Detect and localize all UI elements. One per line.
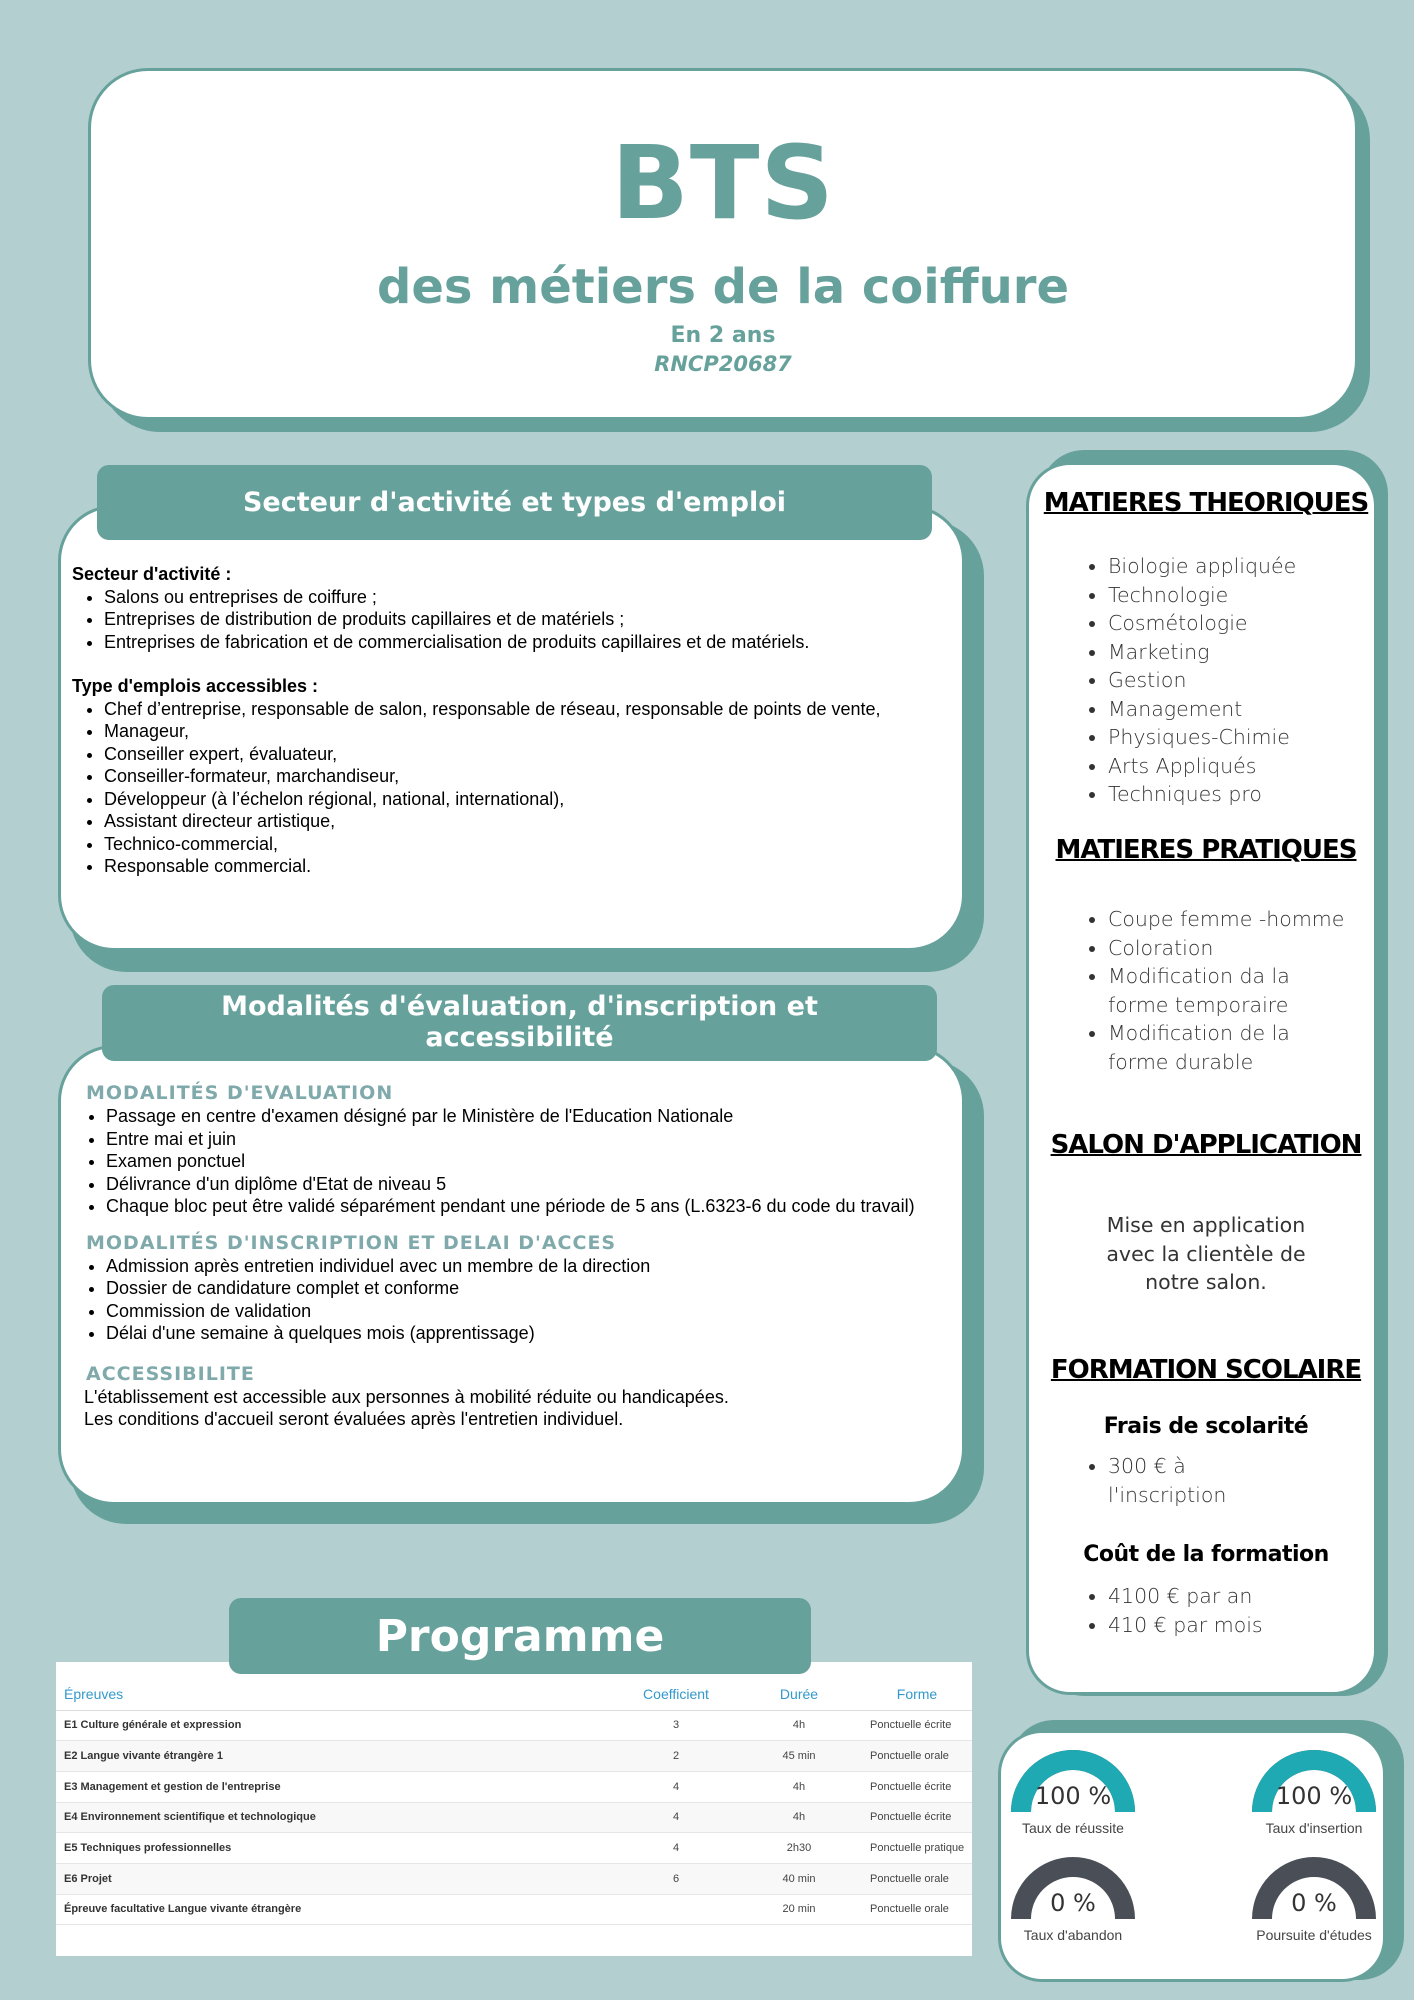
frais-list bbox=[1108, 1452, 1226, 1509]
insc-list bbox=[86, 1255, 940, 1345]
table-row bbox=[56, 1741, 972, 1772]
list-item: • Responsable commercial. bbox=[104, 855, 884, 878]
cell-duree: 45 min bbox=[736, 1741, 862, 1772]
access-heading: ACCESSIBILITE bbox=[86, 1362, 255, 1385]
col-forme: Forme bbox=[862, 1662, 972, 1710]
frais-line-2: l'inscription bbox=[1108, 1482, 1227, 1507]
list-item: • Modification de la forme durable bbox=[1108, 1019, 1308, 1076]
access-line-1: L'établissement est accessible aux personnes à mobilité réduite ou handicapées. bbox=[84, 1386, 729, 1407]
gauge-value: 0 % bbox=[1050, 1889, 1096, 1917]
cell-duree: 2h30 bbox=[736, 1833, 862, 1864]
list-item: • Salons ou entreprises de coiffure ; bbox=[104, 586, 884, 609]
list-item: • Technologie bbox=[1108, 581, 1296, 610]
salon-line-3: notre salon. bbox=[1145, 1270, 1267, 1294]
list-item: • Dossier de candidature complet et conforme bbox=[106, 1277, 940, 1300]
table-row bbox=[56, 1771, 972, 1802]
modalites-banner-line2: accessibilité bbox=[425, 1022, 614, 1053]
salon-heading: SALON D'APPLICATION bbox=[1050, 1130, 1362, 1160]
prat-heading: MATIERES PRATIQUES bbox=[1055, 835, 1357, 865]
formation-heading: FORMATION SCOLAIRE bbox=[1050, 1355, 1362, 1385]
col-coefficient: Coefficient bbox=[616, 1662, 736, 1710]
page-subtitle: des métiers de la coiffure bbox=[376, 259, 1069, 315]
list-item: • Marketing bbox=[1108, 638, 1296, 667]
gauge bbox=[1244, 1857, 1384, 1943]
activity-list bbox=[72, 586, 884, 654]
list-item: • Développeur (à l’échelon régional, national, international), bbox=[104, 788, 884, 811]
secteur-banner: Secteur d'activité et types d'emploi bbox=[97, 465, 932, 540]
cell-duree: 4h bbox=[736, 1771, 862, 1802]
modalites-banner-line1: Modalités d'évaluation, d'inscription et bbox=[221, 991, 818, 1022]
list-item: • Chaque bloc peut être validé séparément pendant une période de 5 ans (L.6323-6 du code du travail) bbox=[106, 1195, 940, 1218]
table-row bbox=[56, 1802, 972, 1833]
eval-list bbox=[86, 1105, 940, 1218]
jobs-heading: Type d'emplois accessibles : bbox=[72, 676, 319, 696]
theo-heading: MATIERES THEORIQUES bbox=[1043, 488, 1369, 518]
list-item: • Gestion bbox=[1108, 666, 1296, 695]
list-item: • Technico-commercial, bbox=[104, 833, 884, 856]
list-item: • Entreprises de fabrication et de commercialisation de produits capillaires et de matériels. bbox=[104, 631, 884, 654]
activity-heading: Secteur d'activité : bbox=[72, 564, 232, 584]
programme-banner: Programme bbox=[229, 1598, 811, 1674]
page-title: BTS bbox=[611, 124, 835, 243]
cell-epreuve: E5 Techniques professionnelles bbox=[56, 1833, 616, 1864]
access-line-2: Les conditions d'accueil seront évaluées après l'entretien individuel. bbox=[84, 1409, 624, 1429]
cell-coefficient bbox=[616, 1894, 736, 1925]
cell-coefficient: 4 bbox=[616, 1802, 736, 1833]
cell-epreuve: E4 Environnement scientifique et technologique bbox=[56, 1802, 616, 1833]
frais-heading: Frais de scolarité bbox=[1103, 1414, 1309, 1439]
salon-text bbox=[1056, 1211, 1356, 1297]
col-duree: Durée bbox=[736, 1662, 862, 1710]
gauge-label: Taux de réussite bbox=[1022, 1820, 1124, 1836]
cell-coefficient: 2 bbox=[616, 1741, 736, 1772]
cell-epreuve: E3 Management et gestion de l'entreprise bbox=[56, 1771, 616, 1802]
secteur-content bbox=[72, 563, 884, 878]
programme-table bbox=[56, 1662, 972, 1956]
theo-list bbox=[1108, 552, 1296, 809]
modalites-content bbox=[86, 1082, 940, 1431]
gauge-label: Taux d'abandon bbox=[1023, 1927, 1123, 1943]
cell-epreuve: E6 Projet bbox=[56, 1863, 616, 1894]
salon-line-1: Mise en application bbox=[1106, 1213, 1306, 1237]
gauge bbox=[1244, 1750, 1384, 1836]
table-row bbox=[56, 1894, 972, 1925]
list-item: • Admission après entretien individuel avec un membre de la direction bbox=[106, 1255, 940, 1278]
list-item: • Assistant directeur artistique, bbox=[104, 810, 884, 833]
cell-forme: Ponctuelle orale bbox=[862, 1894, 972, 1925]
table-row bbox=[56, 1710, 972, 1741]
list-item: • Physiques-Chimie bbox=[1108, 723, 1296, 752]
cell-forme: Ponctuelle écrite bbox=[862, 1802, 972, 1833]
cell-duree: 40 min bbox=[736, 1863, 862, 1894]
gauge-value: 100 % bbox=[1275, 1782, 1353, 1810]
list-item: • Coloration bbox=[1108, 934, 1358, 963]
cell-forme: Ponctuelle écrite bbox=[862, 1771, 972, 1802]
col-epreuves: Épreuves bbox=[56, 1662, 616, 1710]
cell-duree: 20 min bbox=[736, 1894, 862, 1925]
gauge-label: Taux d'insertion bbox=[1265, 1820, 1363, 1836]
modalites-banner bbox=[102, 985, 937, 1061]
list-item: • Modification da la forme temporaire bbox=[1108, 962, 1328, 1019]
cell-coefficient: 4 bbox=[616, 1771, 736, 1802]
cell-epreuve: E1 Culture générale et expression bbox=[56, 1710, 616, 1741]
list-item: • Arts Appliqués bbox=[1108, 752, 1296, 781]
rncp-code: RNCP20687 bbox=[654, 352, 792, 376]
list-item: • 4100 € par an bbox=[1108, 1582, 1263, 1611]
cell-forme: Ponctuelle orale bbox=[862, 1741, 972, 1772]
cout-heading: Coût de la formation bbox=[1083, 1542, 1329, 1567]
list-item: • Chef d’entreprise, responsable de salon, responsable de réseau, responsable de points de vente, bbox=[104, 698, 884, 721]
list-item: • Passage en centre d'examen désigné par le Ministère de l'Education Nationale bbox=[106, 1105, 940, 1128]
list-item: • 410 € par mois bbox=[1108, 1611, 1263, 1640]
list-item: • Conseiller-formateur, marchandiseur, bbox=[104, 765, 884, 788]
list-item: • Entre mai et juin bbox=[106, 1128, 940, 1151]
list-item bbox=[1108, 1452, 1226, 1509]
header-card bbox=[88, 68, 1358, 420]
eval-heading: MODALITÉS D'EVALUATION bbox=[86, 1082, 394, 1104]
cell-forme: Ponctuelle pratique bbox=[862, 1833, 972, 1864]
list-item: • Conseiller expert, évaluateur, bbox=[104, 743, 884, 766]
table-row bbox=[56, 1833, 972, 1864]
cell-forme: Ponctuelle écrite bbox=[862, 1710, 972, 1741]
duration-text: En 2 ans bbox=[670, 323, 776, 348]
list-item: • Manageur, bbox=[104, 720, 884, 743]
cell-duree: 4h bbox=[736, 1802, 862, 1833]
list-item: • Techniques pro bbox=[1108, 780, 1296, 809]
list-item: • Commission de validation bbox=[106, 1300, 940, 1323]
prat-list bbox=[1108, 905, 1358, 1076]
list-item: • Coupe femme -homme bbox=[1108, 905, 1358, 934]
list-item: • Examen ponctuel bbox=[106, 1150, 940, 1173]
list-item: • Entreprises de distribution de produits capillaires et de matériels ; bbox=[104, 608, 884, 631]
gauge bbox=[1003, 1857, 1143, 1943]
table-row bbox=[56, 1863, 972, 1894]
cell-coefficient: 4 bbox=[616, 1833, 736, 1864]
insc-heading: MODALITÉS D'INSCRIPTION ET DELAI D'ACCES bbox=[86, 1231, 617, 1254]
cell-duree: 4h bbox=[736, 1710, 862, 1741]
salon-line-2: avec la clientèle de bbox=[1106, 1241, 1306, 1266]
cout-list bbox=[1108, 1582, 1263, 1639]
cell-forme: Ponctuelle orale bbox=[862, 1863, 972, 1894]
gauge-value: 100 % bbox=[1034, 1782, 1112, 1810]
list-item: • Cosmétologie bbox=[1108, 609, 1296, 638]
cell-coefficient: 3 bbox=[616, 1710, 736, 1741]
gauge-value: 0 % bbox=[1291, 1889, 1337, 1917]
list-item: • Biologie appliquée bbox=[1108, 552, 1296, 581]
frais-line-1: 300 € à bbox=[1108, 1454, 1186, 1478]
cell-epreuve: E2 Langue vivante étrangère 1 bbox=[56, 1741, 616, 1772]
gauge bbox=[1003, 1750, 1143, 1836]
jobs-list bbox=[72, 698, 884, 878]
list-item: • Management bbox=[1108, 695, 1296, 724]
list-item: • Délai d'une semaine à quelques mois (apprentissage) bbox=[106, 1322, 940, 1345]
cell-epreuve: Épreuve facultative Langue vivante étrangère bbox=[56, 1894, 616, 1925]
list-item: • Délivrance d'un diplôme d'Etat de niveau 5 bbox=[106, 1173, 940, 1196]
cell-coefficient: 6 bbox=[616, 1863, 736, 1894]
gauge-label: Poursuite d'études bbox=[1256, 1927, 1372, 1943]
